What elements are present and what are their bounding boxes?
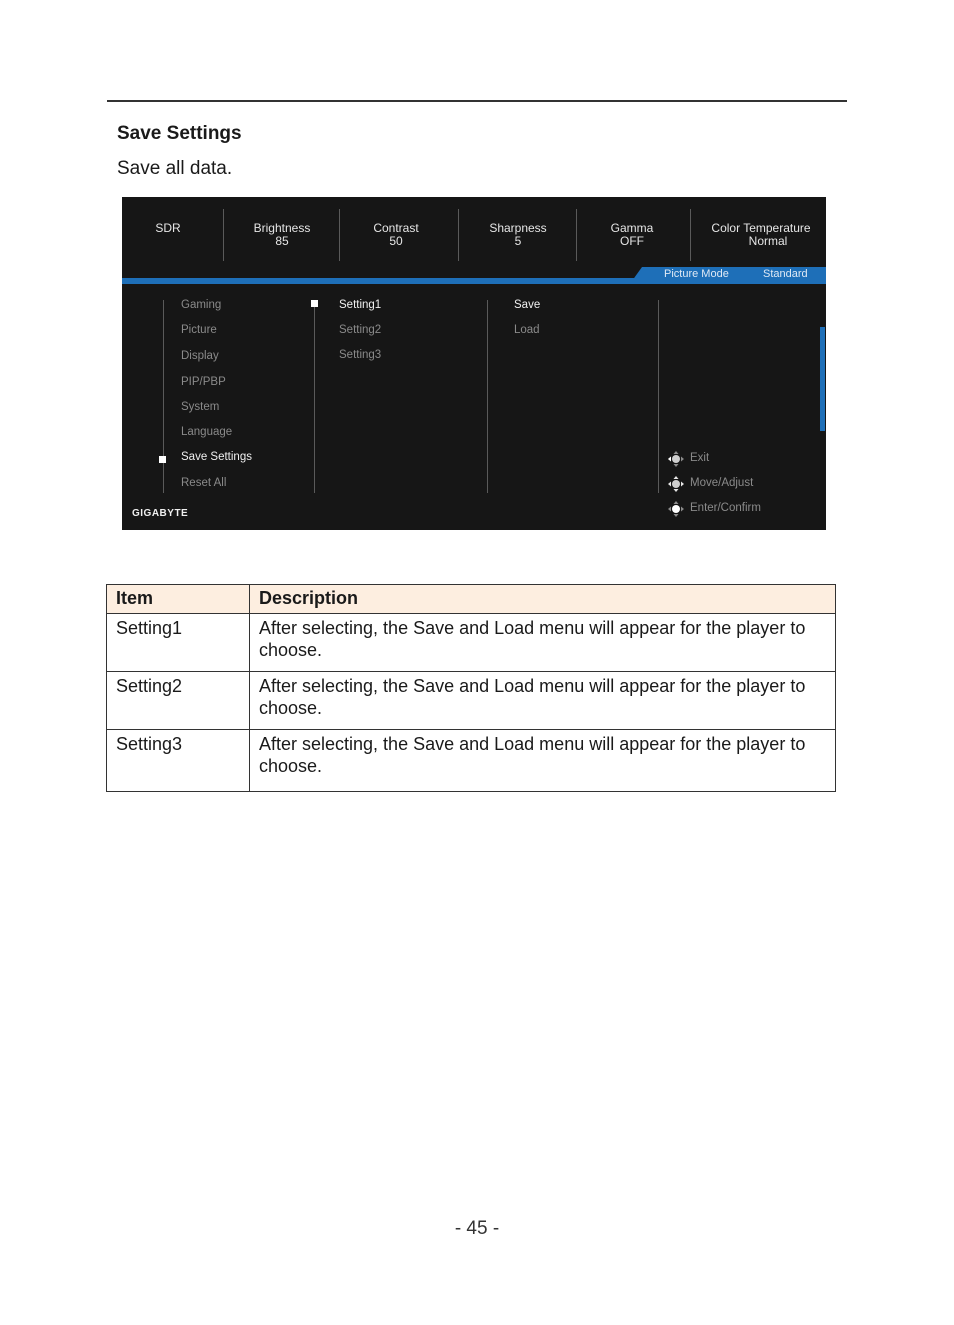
section-description: Save all data. bbox=[117, 158, 233, 179]
osd-scrollbar[interactable] bbox=[820, 327, 825, 431]
menu-item-save-settings[interactable]: Save Settings bbox=[181, 451, 252, 463]
table-cell-description: After selecting, the Save and Load menu will appear for the player to choose. bbox=[250, 730, 836, 792]
table-header-item: Item bbox=[107, 585, 250, 614]
selected-marker bbox=[159, 456, 166, 463]
menu-item-gaming[interactable]: Gaming bbox=[181, 299, 222, 311]
sub-menu-line bbox=[314, 300, 315, 493]
osd-header-brightness: Brightness 85 bbox=[253, 221, 311, 248]
action-item-load[interactable]: Load bbox=[514, 324, 540, 336]
picture-mode-label: Picture Mode bbox=[664, 268, 729, 280]
help-enter-label: Enter/Confirm bbox=[690, 502, 761, 514]
menu-item-reset-all[interactable]: Reset All bbox=[181, 477, 227, 489]
table-cell-item: Setting1 bbox=[107, 614, 250, 672]
main-menu-line bbox=[163, 300, 164, 493]
top-rule bbox=[107, 100, 847, 102]
table-row bbox=[107, 672, 836, 730]
help-move-label: Move/Adjust bbox=[690, 477, 754, 489]
osd-header-gamma: Gamma OFF bbox=[610, 221, 654, 248]
sub-item-setting1[interactable]: Setting1 bbox=[339, 299, 382, 311]
menu-item-language[interactable]: Language bbox=[181, 426, 233, 438]
osd-header-divider bbox=[223, 209, 224, 261]
table-cell-item: Setting3 bbox=[107, 730, 250, 792]
joystick-exit-icon bbox=[667, 450, 685, 468]
sub-item-setting2[interactable]: Setting2 bbox=[339, 324, 382, 336]
menu-item-display[interactable]: Display bbox=[181, 350, 219, 362]
osd-header-divider bbox=[576, 209, 577, 261]
osd-screenshot bbox=[122, 197, 826, 530]
menu-item-system[interactable]: System bbox=[181, 401, 220, 413]
settings-table bbox=[106, 584, 836, 792]
menu-item-picture[interactable]: Picture bbox=[181, 324, 217, 336]
osd-header-divider bbox=[690, 209, 691, 261]
action-item-save[interactable]: Save bbox=[514, 299, 541, 311]
section-title: Save Settings bbox=[117, 123, 242, 144]
gigabyte-logo: GIGABYTE bbox=[132, 508, 189, 519]
table-row bbox=[107, 730, 836, 792]
action-menu-line bbox=[487, 300, 488, 493]
table-cell-description: After selecting, the Save and Load menu will appear for the player to choose. bbox=[250, 614, 836, 672]
osd-header-color-temperature: Color Temperature Normal bbox=[711, 221, 811, 248]
help-exit-label: Exit bbox=[690, 452, 710, 464]
osd-header-contrast: Contrast 50 bbox=[373, 221, 419, 248]
menu-item-pip-pbp[interactable]: PIP/PBP bbox=[181, 376, 226, 388]
joystick-enter-icon bbox=[667, 500, 685, 518]
osd-header-sdr: SDR bbox=[155, 221, 181, 235]
table-row bbox=[107, 614, 836, 672]
help-area-line bbox=[658, 300, 659, 493]
selected-marker bbox=[311, 300, 318, 307]
table-header-description: Description bbox=[250, 585, 836, 614]
table-header-row bbox=[107, 585, 836, 614]
joystick-move-icon bbox=[667, 475, 685, 493]
table-cell-description: After selecting, the Save and Load menu will appear for the player to choose. bbox=[250, 672, 836, 730]
sub-item-setting3[interactable]: Setting3 bbox=[339, 349, 382, 361]
table-cell-item: Setting2 bbox=[107, 672, 250, 730]
picture-mode-value: Standard bbox=[763, 268, 808, 280]
page-number: - 45 - bbox=[454, 1218, 500, 1239]
osd-header-divider bbox=[458, 209, 459, 261]
osd-header-divider bbox=[339, 209, 340, 261]
osd-header-sharpness: Sharpness 5 bbox=[489, 221, 547, 248]
